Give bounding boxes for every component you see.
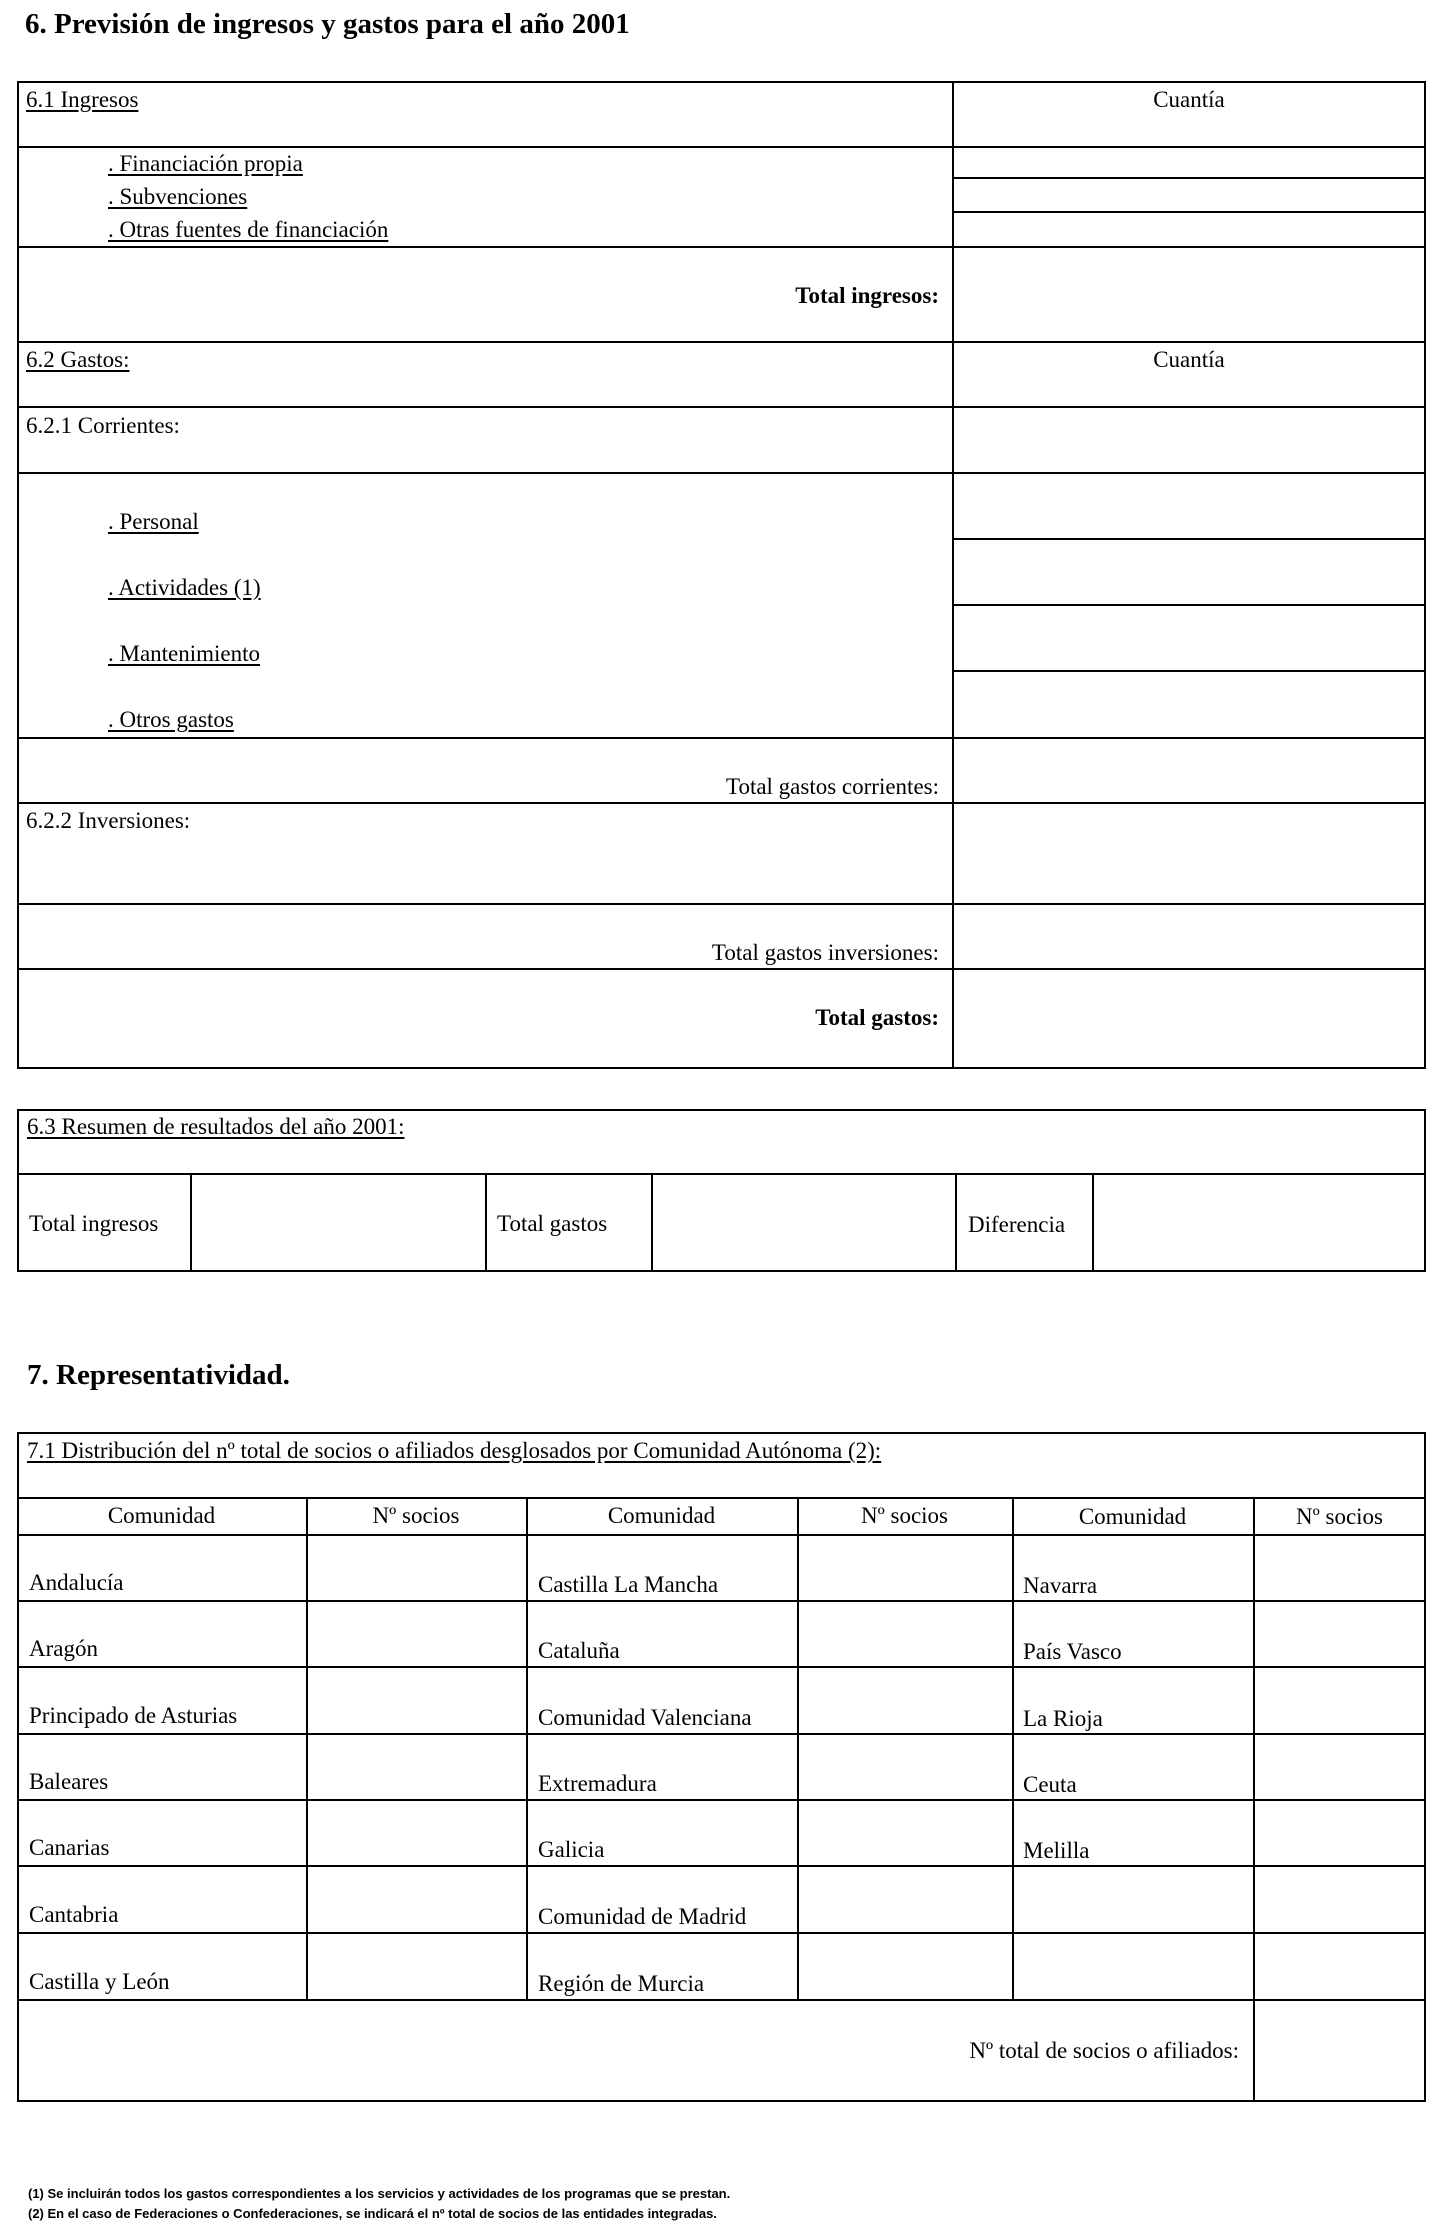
resumen-diferencia-label: Diferencia [968, 1212, 1066, 1237]
total-socios-label: Nº total de socios o afiliados: [969, 2038, 1239, 2063]
representatividad-subtitle: 7.1 Distribución del nº total de socios o afiliados desglosados por Comunidad Autónoma (2): [27, 1438, 882, 1463]
comunidad-cell: Ceuta [1023, 1772, 1077, 1797]
comunidad-cell: Cantabria [29, 1902, 119, 1927]
col-header-comunidad: Comunidad [607, 1503, 716, 1528]
gasto-item: . Actividades (1) [108, 575, 261, 600]
total-gastos-label: Total gastos: [815, 1005, 939, 1030]
comunidad-cell: Principado de Asturias [29, 1703, 238, 1728]
total-corrientes-label: Total gastos corrientes: [726, 774, 939, 799]
cuantia-label: Cuantía [1153, 347, 1225, 372]
gasto-item: . Mantenimiento [108, 641, 261, 666]
comunidad-cell: Región de Murcia [538, 1971, 705, 1996]
comunidad-cell: Baleares [29, 1769, 109, 1794]
footnote-1: (1) Se incluirán todos los gastos correspondientes a los servicios y actividades de los programas que se prestan. [28, 2186, 731, 2201]
comunidad-cell: Andalucía [29, 1570, 124, 1595]
col-header-socios: Nº socios [861, 1503, 948, 1528]
inversiones-header: 6.2.2 Inversiones: [26, 808, 191, 833]
comunidad-cell: Castilla La Mancha [538, 1572, 719, 1597]
section-6-title: 6. Previsión de ingresos y gastos para el año 2001 [25, 8, 630, 40]
col-header-socios: Nº socios [372, 1503, 460, 1528]
gasto-item: . Otros gastos [108, 707, 234, 732]
resumen-total-gastos-label: Total gastos [497, 1211, 608, 1236]
ingresos-header: 6.1 Ingresos [26, 87, 139, 112]
resumen-header: 6.3 Resumen de resultados del año 2001: [27, 1114, 405, 1139]
comunidad-cell: Cataluña [538, 1638, 620, 1663]
comunidad-cell: Castilla y León [29, 1969, 170, 1994]
resumen-total-ingresos-label: Total ingresos [29, 1211, 159, 1236]
col-header-comunidad: Comunidad [1078, 1504, 1187, 1529]
comunidad-cell: Comunidad Valenciana [538, 1705, 752, 1730]
col-header-comunidad: Comunidad [107, 1503, 216, 1528]
gastos-header: 6.2 Gastos: [26, 347, 130, 372]
comunidad-cell: País Vasco [1023, 1639, 1122, 1664]
comunidad-cell: Aragón [29, 1636, 98, 1661]
comunidad-cell: Canarias [29, 1835, 110, 1860]
comunidad-cell: Galicia [538, 1837, 605, 1862]
comunidad-cell: Comunidad de Madrid [538, 1904, 747, 1929]
cuantia-label: Cuantía [1153, 87, 1225, 112]
ingreso-item: . Financiación propia [108, 151, 303, 176]
section-7-title: 7. Representatividad. [27, 1359, 290, 1391]
comunidad-cell: Navarra [1023, 1573, 1098, 1598]
col-header-socios: Nº socios [1296, 1504, 1383, 1529]
footnote-2: (2) En el caso de Federaciones o Confederaciones, se indicará el nº total de socios de las entidades integradas. [28, 2206, 717, 2221]
ingreso-item: . Otras fuentes de financiación [108, 217, 389, 242]
total-ingresos-label: Total ingresos: [795, 283, 939, 308]
ingreso-item: . Subvenciones [108, 184, 248, 209]
comunidad-cell: Extremadura [538, 1771, 657, 1796]
total-inversiones-label: Total gastos inversiones: [711, 940, 939, 965]
corrientes-header: 6.2.1 Corrientes: [26, 413, 180, 438]
comunidad-cell: La Rioja [1023, 1706, 1103, 1731]
comunidad-cell: Melilla [1023, 1838, 1090, 1863]
gasto-item: . Personal [108, 509, 199, 534]
